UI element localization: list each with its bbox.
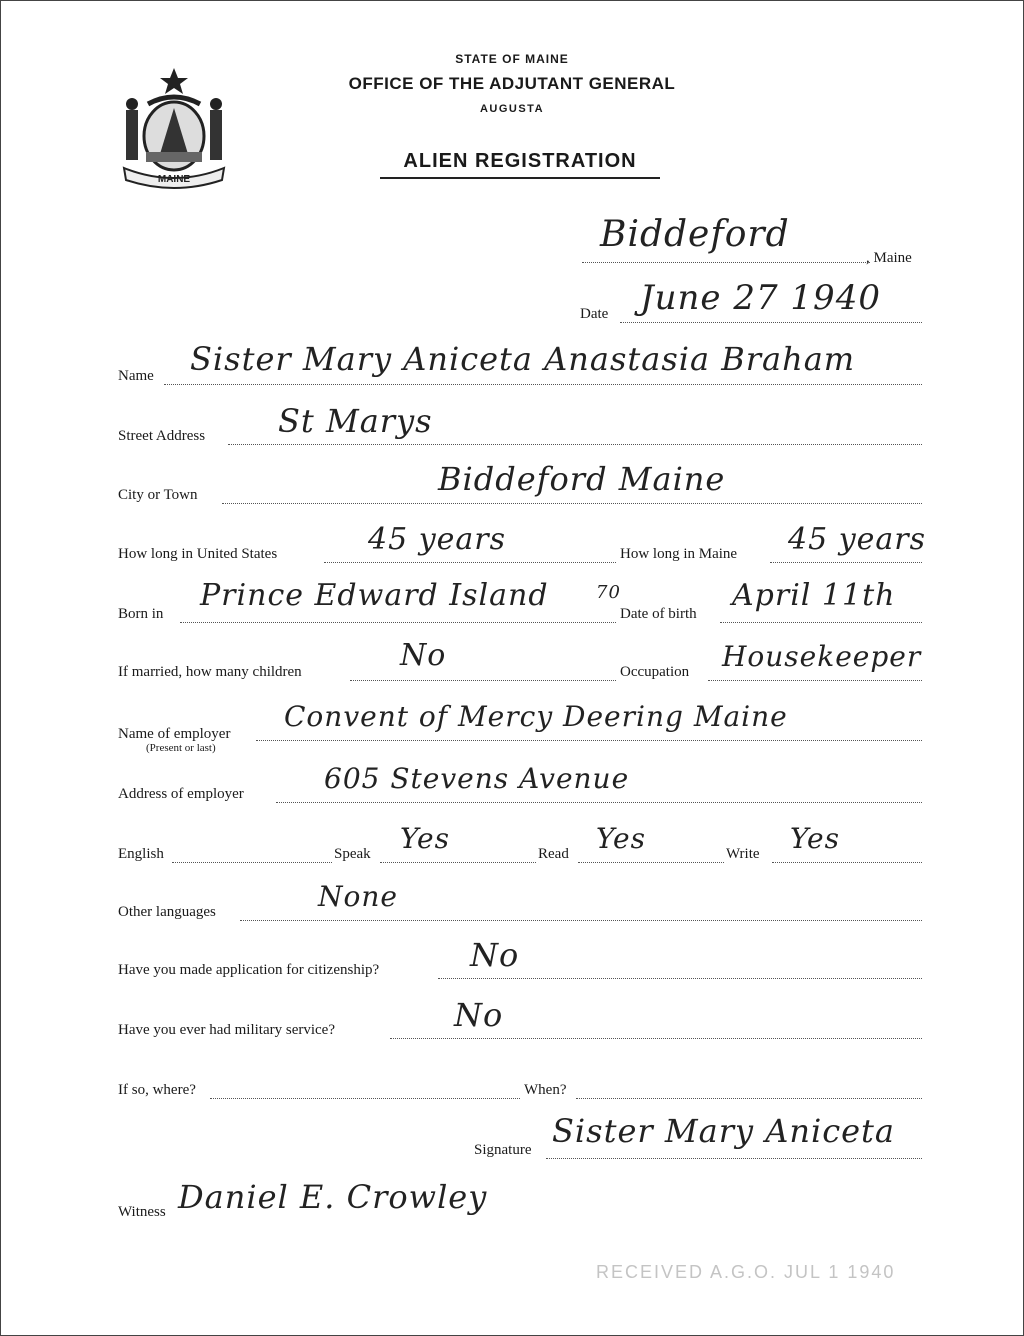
name-value: Sister Mary Aniceta Anastasia Braham — [190, 340, 856, 378]
read-line — [578, 862, 724, 863]
other-languages-line — [240, 920, 922, 921]
speak-value: Yes — [400, 822, 450, 855]
when-label: When? — [524, 1082, 567, 1098]
where-line — [210, 1098, 520, 1099]
employer-note: (Present or last) — [146, 742, 216, 754]
maine-years-value: 45 years — [788, 522, 927, 557]
citizenship-label: Have you made application for citizenship? — [118, 962, 380, 978]
date-label: Date — [580, 306, 609, 322]
employer-address-line — [276, 802, 922, 803]
witness-label: Witness — [118, 1204, 166, 1220]
read-value: Yes — [596, 822, 646, 855]
born-in-line — [180, 622, 616, 623]
seal-banner-label: MAINE — [157, 174, 191, 185]
town-suffix: , Maine — [866, 250, 912, 266]
signature-line — [546, 1158, 922, 1159]
dob-year-value: 70 — [596, 582, 621, 603]
us-years-value: 45 years — [368, 522, 507, 557]
street-label: Street Address — [118, 428, 206, 444]
military-line — [390, 1038, 922, 1039]
other-languages-value: None — [318, 880, 398, 913]
born-in-label: Born in — [118, 606, 164, 622]
date-value: June 27 1940 — [640, 278, 881, 318]
employer-address-value: 605 Stevens Avenue — [324, 762, 630, 795]
occupation-value: Housekeeper — [722, 640, 922, 673]
city-heading: AUGUSTA — [479, 103, 545, 115]
occupation-label: Occupation — [620, 664, 690, 680]
office-heading: OFFICE OF THE ADJUTANT GENERAL — [348, 74, 676, 93]
city-line — [222, 503, 922, 504]
occupation-line — [708, 680, 922, 681]
when-line — [576, 1098, 922, 1099]
employer-address-label: Address of employer — [118, 786, 244, 802]
dob-value: April 11th — [732, 578, 896, 613]
born-in-value: Prince Edward Island — [200, 578, 549, 613]
witness-value: Daniel E. Crowley — [178, 1178, 488, 1216]
children-label: If married, how many children — [118, 664, 302, 680]
name-label: Name — [118, 368, 154, 384]
where-label: If so, where? — [118, 1082, 196, 1098]
military-label: Have you ever had military service? — [118, 1022, 335, 1038]
city-label: City or Town — [118, 487, 198, 503]
town-value: Biddeford — [600, 214, 790, 255]
dob-label: Date of birth — [620, 606, 697, 622]
street-value: St Marys — [278, 402, 433, 440]
english-line — [172, 862, 332, 863]
date-line — [620, 322, 922, 323]
military-value: No — [454, 996, 504, 1034]
signature-label: Signature — [474, 1142, 532, 1158]
signature-value: Sister Mary Aniceta — [552, 1112, 895, 1150]
other-languages-label: Other languages — [118, 904, 216, 920]
read-label: Read — [538, 846, 569, 862]
dob-line — [720, 622, 922, 623]
us-years-line — [324, 562, 616, 563]
english-label: English — [118, 846, 164, 862]
write-value: Yes — [790, 822, 840, 855]
us-years-label: How long in United States — [118, 546, 278, 562]
name-line — [164, 384, 922, 385]
write-label: Write — [726, 846, 760, 862]
employer-line — [256, 740, 922, 741]
speak-line — [380, 862, 536, 863]
street-line — [228, 444, 922, 445]
town-line — [582, 262, 870, 263]
received-stamp: RECEIVED A.G.O. JUL 1 1940 — [596, 1262, 896, 1282]
employer-label: Name of employer — [118, 726, 231, 742]
speak-label: Speak — [334, 846, 371, 862]
maine-years-line — [770, 562, 922, 563]
write-line — [772, 862, 922, 863]
children-value: No — [400, 638, 447, 673]
maine-years-label: How long in Maine — [620, 546, 738, 562]
form-title: ALIEN REGISTRATION — [380, 150, 660, 179]
children-line — [350, 680, 616, 681]
citizenship-line — [438, 978, 922, 979]
state-heading: STATE OF MAINE — [455, 52, 569, 66]
city-value: Biddeford Maine — [438, 460, 726, 498]
citizenship-value: No — [470, 936, 520, 974]
employer-value: Convent of Mercy Deering Maine — [284, 700, 788, 733]
